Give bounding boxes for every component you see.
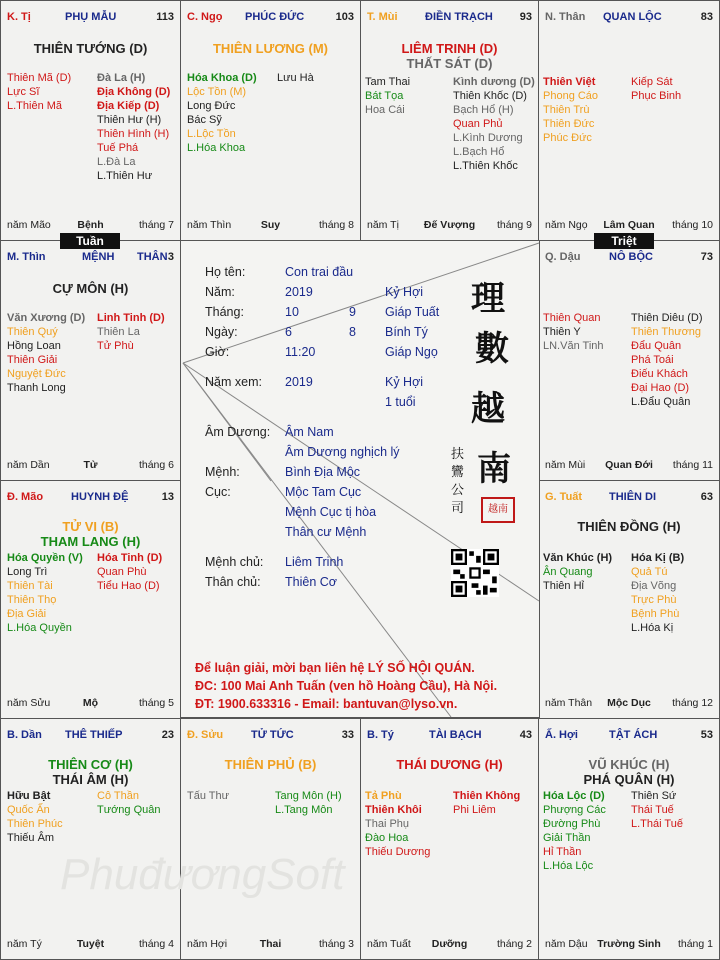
label-menh: Mệnh: xyxy=(205,465,240,479)
palace-than[interactable] xyxy=(538,0,720,241)
palace-mui[interactable] xyxy=(360,0,539,241)
star: Ân Quang xyxy=(543,566,593,578)
palace-position: Ấ. Hợi xyxy=(545,729,578,741)
value-amduong: Âm Nam xyxy=(285,425,334,439)
palace-name: TỬ TỨC xyxy=(251,729,294,741)
star: Thiên Hư (H) xyxy=(97,114,162,126)
value-namxem-canchi: Kỷ Hợi xyxy=(385,375,424,389)
palace-name: HUYNH ĐỆ xyxy=(71,491,129,503)
palace-position: B. Dần xyxy=(7,729,42,741)
star: Thiên Quý xyxy=(7,326,58,338)
palace-ti[interactable] xyxy=(0,0,181,241)
star: Bát Tọa xyxy=(365,90,404,102)
stage-label: Lâm Quan xyxy=(603,219,655,231)
contact-phone-email: ĐT: 1900.633316 - Email: bantuvan@lyso.vn. xyxy=(195,697,458,711)
star: LN.Văn Tinh xyxy=(543,340,604,352)
star: Thiên Phúc xyxy=(7,818,63,830)
palace-position: Đ. Mão xyxy=(7,491,44,503)
star: Tam Thai xyxy=(365,76,411,88)
label-menhchu: Mệnh chủ: xyxy=(205,555,264,569)
palace-name: TẬT ÁCH xyxy=(609,729,658,741)
star: Bệnh Phù xyxy=(631,608,680,620)
palace-number: 63 xyxy=(700,491,713,503)
palace-number: 3 xyxy=(167,251,174,263)
star: Tả Phù xyxy=(365,790,402,802)
star: L.Hóa Quyền xyxy=(7,622,72,634)
main-star: THAM LANG (H) xyxy=(40,534,141,549)
star: Thiên Quan xyxy=(543,312,601,324)
main-star: THIÊN CƠ (H) xyxy=(48,757,133,772)
palace-number: 23 xyxy=(161,729,174,741)
month-label: tháng 6 xyxy=(138,459,174,471)
star: L.Đẩu Quân xyxy=(631,396,691,408)
main-star: THIÊN TƯỚNG (D) xyxy=(33,41,148,56)
value-thang-canchi: Giáp Tuất xyxy=(385,305,440,319)
center-info-panel xyxy=(180,240,540,718)
star: Hóa Quyền (V) xyxy=(7,552,83,564)
star: L.Kình Dương xyxy=(453,132,523,144)
star: Thiên Trù xyxy=(543,104,590,116)
palace-position: Đ. Sửu xyxy=(187,729,224,741)
star: Hóa Khoa (D) xyxy=(187,72,257,84)
star: Tấu Thư xyxy=(187,790,230,802)
stage-label: Quan Đới xyxy=(605,459,653,471)
label-nam: Năm: xyxy=(205,285,235,299)
star: Tử Phù xyxy=(97,340,134,352)
star: Thiếu Dương xyxy=(365,846,431,858)
star: Giải Thần xyxy=(543,832,591,844)
tuan-marker: Tuần xyxy=(60,233,120,249)
palace-dan[interactable] xyxy=(0,718,181,960)
palace-position: B. Tý xyxy=(367,729,394,741)
star: Phượng Các xyxy=(543,804,606,816)
star: Quan Phù xyxy=(97,566,147,578)
value-hoten: Con trai đầu xyxy=(285,265,354,279)
palace-position: M. Thìn xyxy=(7,251,46,263)
star: Linh Tinh (D) xyxy=(97,312,165,324)
star: L.Hóa Lộc xyxy=(543,860,594,872)
star: Thiên Mã (D) xyxy=(7,72,72,84)
star: Thiên Khôi xyxy=(365,804,422,816)
year-label: năm Mão xyxy=(7,219,51,231)
main-star: THÁI DƯƠNG (H) xyxy=(396,757,503,772)
triet-marker: Triệt xyxy=(594,233,654,249)
star: Thiên Tài xyxy=(7,580,53,592)
star: Lộc Tồn (M) xyxy=(187,86,247,98)
star: Thiên Y xyxy=(543,326,581,338)
star: Văn Xương (D) xyxy=(7,312,86,324)
main-star: PHÁ QUÂN (H) xyxy=(583,772,675,787)
palace-position: Q. Dậu xyxy=(545,251,581,263)
month-label: tháng 9 xyxy=(496,219,532,231)
star: Địa Giải xyxy=(7,608,47,620)
palace-position: T. Mùi xyxy=(367,11,398,23)
palace-position: N. Thân xyxy=(545,11,586,23)
stage-label: Tuyệt xyxy=(76,938,105,950)
star: Tuế Phá xyxy=(97,142,139,154)
palace-position: C. Ngọ xyxy=(187,11,223,23)
star: Kình dương (D) xyxy=(453,76,535,88)
palace-number: 13 xyxy=(161,491,174,503)
star: Quốc Ấn xyxy=(7,804,50,816)
watermark: PhuđươngSoft xyxy=(60,850,345,899)
stage-label: Bệnh xyxy=(77,219,104,231)
month-label: tháng 3 xyxy=(318,938,354,950)
palace-number: 83 xyxy=(700,11,713,23)
year-label: năm Thìn xyxy=(187,219,232,231)
star: Thiên Khốc (D) xyxy=(453,90,527,102)
stage-label: Dưỡng xyxy=(431,938,468,950)
year-label: năm Thân xyxy=(545,697,593,709)
palace-mao[interactable] xyxy=(0,480,181,719)
year-label: năm Hợi xyxy=(187,938,228,950)
year-label: năm Tý xyxy=(7,938,42,950)
star: Thiên Hình (H) xyxy=(97,128,170,140)
palace-name: QUAN LỘC xyxy=(603,11,662,23)
star: Địa Kiếp (D) xyxy=(97,100,160,112)
main-star: LIÊM TRINH (D) xyxy=(401,41,498,56)
star: L.Đà La xyxy=(97,156,136,168)
palace-tuat[interactable] xyxy=(538,480,720,719)
main-star: CỰ MÔN (H) xyxy=(52,281,129,296)
star: Điếu Khách xyxy=(631,368,688,380)
value-amduong-2: Âm Dương nghịch lý xyxy=(285,445,400,459)
star: Hóa Lộc (D) xyxy=(543,790,605,802)
label-namxem: Năm xem: xyxy=(205,375,262,389)
calligraphy-char: 數 xyxy=(475,329,509,369)
main-star: THẤT SÁT (D) xyxy=(406,56,493,71)
month-label: tháng 12 xyxy=(672,697,713,709)
star: Thiên La xyxy=(97,326,140,338)
value-nam: 2019 xyxy=(285,285,313,299)
star: Thai Phụ xyxy=(365,818,410,830)
palace-name: THIÊN DI xyxy=(609,491,657,503)
year-label: năm Mùi xyxy=(545,459,586,471)
star: Đà La (H) xyxy=(97,72,146,84)
stage-label: Mộc Dục xyxy=(607,697,651,709)
label-thang: Tháng: xyxy=(205,305,244,319)
than-marker: THÂN xyxy=(137,251,168,263)
star: Thiên Đức xyxy=(543,118,595,130)
star: Địa Võng xyxy=(631,580,677,592)
star: Kiếp Sát xyxy=(631,76,673,88)
company-name-vertical: 扶 鸞 公 司 xyxy=(451,447,465,516)
month-label: tháng 1 xyxy=(677,938,713,950)
palace-number: 33 xyxy=(341,729,354,741)
star: L.Thiên Hư xyxy=(97,170,153,182)
star: Hoa Cái xyxy=(365,104,405,116)
value-cuc: Mộc Tam Cục xyxy=(285,485,362,499)
palace-position: G. Tuất xyxy=(545,491,583,503)
value-tuoi: 1 tuổi xyxy=(385,395,416,409)
star: Tướng Quân xyxy=(97,804,161,816)
palace-ngo[interactable] xyxy=(180,0,361,241)
main-star: VŨ KHÚC (H) xyxy=(588,757,670,772)
star: Địa Không (D) xyxy=(97,86,171,98)
star: Quan Phủ xyxy=(453,118,503,130)
qr-code-icon xyxy=(451,549,499,597)
palace-name: NÔ BỘC xyxy=(609,251,653,263)
calligraphy-char: 理 xyxy=(471,279,505,319)
star: L.Thiên Mã xyxy=(7,100,63,112)
star: Long Trì xyxy=(7,566,48,578)
value-thanchu: Thiên Cơ xyxy=(285,575,337,589)
palace-suu[interactable] xyxy=(180,718,361,960)
star: Tiểu Hao (D) xyxy=(97,580,160,592)
star: Bác Sỹ xyxy=(187,114,222,126)
value-gio: 11:20 xyxy=(285,345,316,359)
value-menh: Bình Địa Mộc xyxy=(285,465,361,479)
star: Tang Môn (H) xyxy=(275,790,342,802)
star: Phi Liêm xyxy=(453,804,496,816)
star: Thiên Việt xyxy=(543,76,596,88)
star: L.Bạch Hổ xyxy=(453,146,505,158)
star: Hỉ Thần xyxy=(543,846,582,858)
star: L.Hóa Khoa xyxy=(187,142,246,154)
star: Lực Sĩ xyxy=(7,86,40,98)
star: Thiên Thọ xyxy=(7,594,57,606)
year-label: năm Sửu xyxy=(7,697,51,709)
star: Thiên Sứ xyxy=(631,790,677,802)
stage-label: Thai xyxy=(259,938,282,950)
contact-address: ĐC: 100 Mai Anh Tuấn (ven hồ Hoàng Cầu), Hà Nội. xyxy=(195,679,498,693)
palace-number: 73 xyxy=(700,251,713,263)
star: Thiên Giải xyxy=(7,354,58,366)
star: Phục Binh xyxy=(631,90,682,102)
palace-ty[interactable] xyxy=(360,718,539,960)
star: Long Đức xyxy=(187,100,236,112)
star: Cô Thần xyxy=(97,790,139,802)
value-nam-canchi: Kỷ Hợi xyxy=(385,285,424,299)
year-label: năm Tị xyxy=(367,219,399,231)
value-ngay-lunar: 8 xyxy=(349,325,356,339)
value-ngay: 6 xyxy=(285,325,292,339)
star: Thiên Thương xyxy=(631,326,702,338)
main-star: THÁI ÂM (H) xyxy=(52,772,129,787)
value-ngay-canchi: Bính Tý xyxy=(385,325,428,339)
stage-label: Suy xyxy=(260,219,281,231)
label-gio: Giờ: xyxy=(205,345,230,359)
year-label: năm Tuất xyxy=(367,938,411,950)
palace-number: 93 xyxy=(519,11,532,23)
contact-line: Để luận giải, mời bạn liên hệ LÝ SỐ HỘI QUÁN. xyxy=(195,661,475,675)
year-label: năm Ngọ xyxy=(545,219,588,231)
star: L.Thái Tuế xyxy=(631,818,683,830)
star: Hóa Tinh (D) xyxy=(97,552,163,564)
star: Văn Khúc (H) xyxy=(543,552,613,564)
month-label: tháng 8 xyxy=(318,219,354,231)
month-label: tháng 2 xyxy=(496,938,532,950)
palace-dau[interactable] xyxy=(538,240,720,481)
label-thanchu: Thân chủ: xyxy=(205,575,261,589)
palace-name: THÊ THIẾP xyxy=(65,729,123,741)
star: Nguyệt Đức xyxy=(7,368,66,380)
star: Hóa Kị (B) xyxy=(631,552,685,564)
value-thang-lunar: 9 xyxy=(349,305,356,319)
star: L.Hóa Kị xyxy=(631,622,674,634)
star: Thiên Diêu (D) xyxy=(631,312,703,324)
palace-name: ĐIỀN TRẠCH xyxy=(425,11,493,23)
calligraphy-char: 南 xyxy=(477,449,511,489)
value-cuc-3: Thân cư Mệnh xyxy=(285,525,367,539)
palace-position: K. Tị xyxy=(7,11,31,23)
label-amduong: Âm Dương: xyxy=(205,425,271,439)
palace-name: TÀI BẠCH xyxy=(429,729,482,741)
palace-hoi[interactable] xyxy=(538,718,720,960)
main-star: THIÊN PHỦ (B) xyxy=(224,757,317,772)
palace-name: PHỤ MẪU xyxy=(65,11,117,23)
star: Hồng Loan xyxy=(7,340,61,352)
star: Phá Toái xyxy=(631,354,674,366)
value-cuc-2: Mệnh Cục tị hòa xyxy=(285,505,377,519)
star: L.Tang Môn xyxy=(275,804,333,816)
star: Thái Tuế xyxy=(631,804,674,816)
star: Hữu Bật xyxy=(7,790,51,802)
main-star: THIÊN LƯƠNG (M) xyxy=(212,41,329,56)
palace-number: 113 xyxy=(156,11,174,23)
star: L.Lộc Tồn xyxy=(187,128,236,140)
stage-label: Trường Sinh xyxy=(597,938,661,950)
palace-number: 53 xyxy=(700,729,713,741)
star: L.Thiên Khốc xyxy=(453,160,518,172)
month-label: tháng 7 xyxy=(138,219,174,231)
stage-label: Đế Vượng xyxy=(423,219,476,231)
star: Lưu Hà xyxy=(277,72,314,84)
month-label: tháng 11 xyxy=(672,459,713,471)
star: Trực Phù xyxy=(631,594,677,606)
star: Đại Hao (D) xyxy=(631,382,690,394)
star: Thiên Hỉ xyxy=(543,580,584,592)
value-namxem: 2019 xyxy=(285,375,313,389)
label-ngay: Ngày: xyxy=(205,325,238,339)
star: Phúc Đức xyxy=(543,132,592,144)
palace-thin[interactable] xyxy=(0,240,181,481)
value-thang: 10 xyxy=(285,305,299,319)
stage-label: Mộ xyxy=(82,697,99,709)
star: Đường Phù xyxy=(543,818,601,830)
star: Phong Cáo xyxy=(543,90,599,102)
palace-name: PHÚC ĐỨC xyxy=(245,11,305,23)
month-label: tháng 10 xyxy=(672,219,713,231)
palace-number: 43 xyxy=(519,729,532,741)
label-cuc: Cục: xyxy=(205,485,231,499)
label-hoten: Họ tên: xyxy=(205,265,246,279)
star: Quả Tú xyxy=(631,566,668,578)
star: Thiên Không xyxy=(453,790,521,802)
year-label: năm Dậu xyxy=(545,938,588,950)
month-label: tháng 5 xyxy=(138,697,174,709)
star: Đào Hoa xyxy=(365,832,409,844)
palace-number: 103 xyxy=(335,11,354,23)
year-label: năm Dần xyxy=(7,459,50,471)
value-gio-canchi: Giáp Ngọ xyxy=(385,345,438,359)
main-star: THIÊN ĐỒNG (H) xyxy=(577,519,681,534)
calligraphy-char: 越 xyxy=(471,389,505,429)
star: Thanh Long xyxy=(7,382,66,394)
star: Bạch Hổ (H) xyxy=(453,104,514,116)
star: Thiếu Âm xyxy=(7,832,55,844)
main-star: TỬ VI (B) xyxy=(62,519,119,534)
star: Đẩu Quân xyxy=(631,340,682,352)
red-seal: 越南 xyxy=(481,497,515,523)
month-label: tháng 4 xyxy=(138,938,174,950)
value-menhchu: Liêm Trinh xyxy=(285,555,344,569)
palace-name: MỆNH xyxy=(82,251,115,263)
stage-label: Tử xyxy=(83,459,98,471)
